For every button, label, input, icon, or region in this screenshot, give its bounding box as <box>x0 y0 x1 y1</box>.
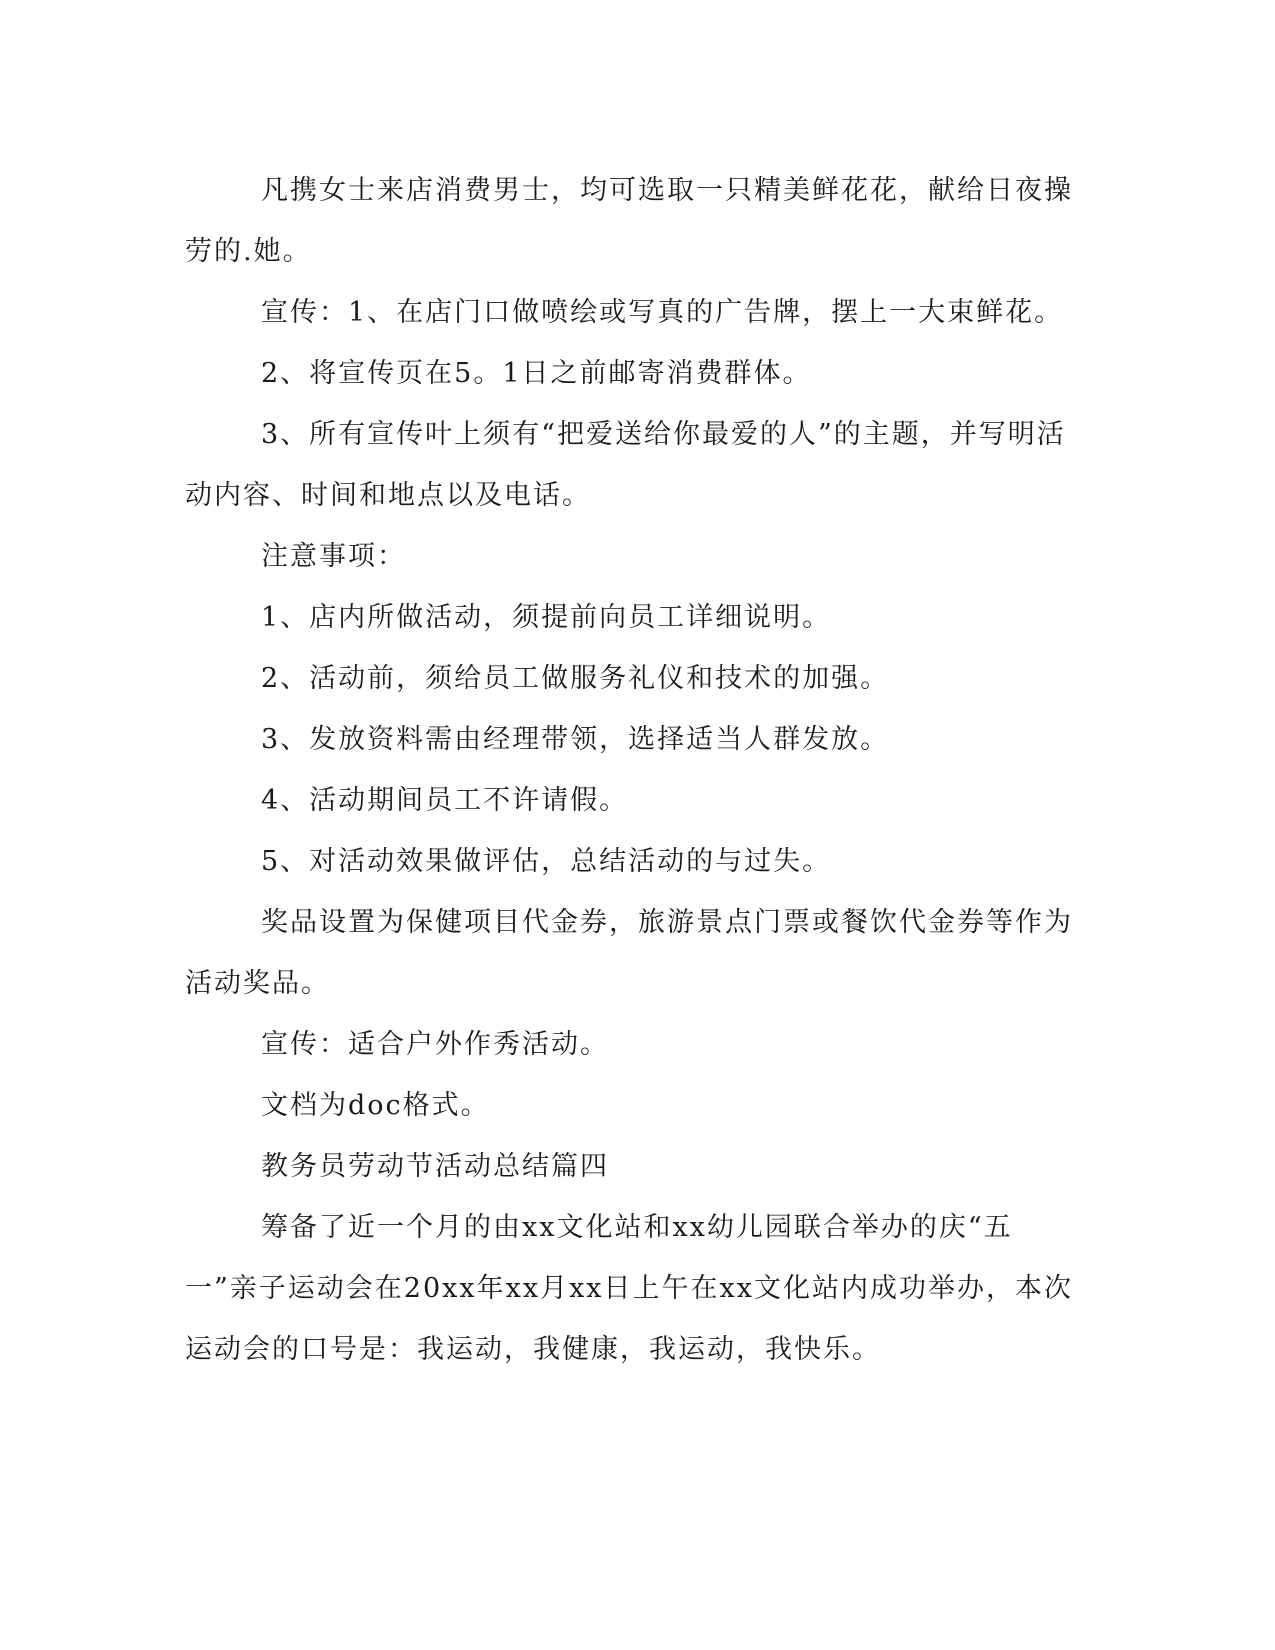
paragraph-note-3: 3、发放资料需由经理带领，选择适当人群发放。 <box>261 724 890 755</box>
paragraph-note-2: 2、活动前，须给员工做服务礼仪和技术的加强。 <box>261 663 890 694</box>
section-heading: 教务员劳动节活动总结篇四 <box>261 1151 609 1182</box>
paragraph-notes-heading: 注意事项： <box>261 541 406 572</box>
paragraph-sports-meet: 筹备了近一个月的由xx文化站和xx幼儿园联合举办的庆“五一”亲子运动会在20xx年xx月xx日上午在xx文化站内成功举办，本次运动会的口号是：我运动，我健康，我运动，我快乐。 <box>185 1212 1073 1365</box>
paragraph-note-5: 5、对活动效果做评估，总结活动的与过失。 <box>261 846 832 877</box>
paragraph-outdoor-promotion: 宣传：适合户外作秀活动。 <box>261 1029 609 1060</box>
paragraph-promotion-3: 3、所有宣传叶上须有“把爱送给你最爱的人”的主题，并写明活动内容、时间和地点以及电话。 <box>185 419 1066 511</box>
paragraph-doc-format: 文档为doc格式。 <box>261 1090 490 1121</box>
paragraph-flower-gift: 凡携女士来店消费男士，均可选取一只精美鲜花花，献给日夜操劳的.她。 <box>185 175 1073 267</box>
paragraph-prizes: 奖品设置为保健项目代金券，旅游景点门票或餐饮代金券等作为活动奖品。 <box>185 907 1073 999</box>
paragraph-note-1: 1、店内所做活动，须提前向员工详细说明。 <box>261 602 832 633</box>
paragraph-promotion-2: 2、将宣传页在5。1日之前邮寄消费群体。 <box>261 358 812 389</box>
paragraph-note-4: 4、活动期间员工不许请假。 <box>261 785 629 816</box>
paragraph-promotion-1: 宣传：1、在店门口做喷绘或写真的广告牌，摆上一大束鲜花。 <box>261 297 1064 328</box>
document-body <box>185 160 1085 1380</box>
